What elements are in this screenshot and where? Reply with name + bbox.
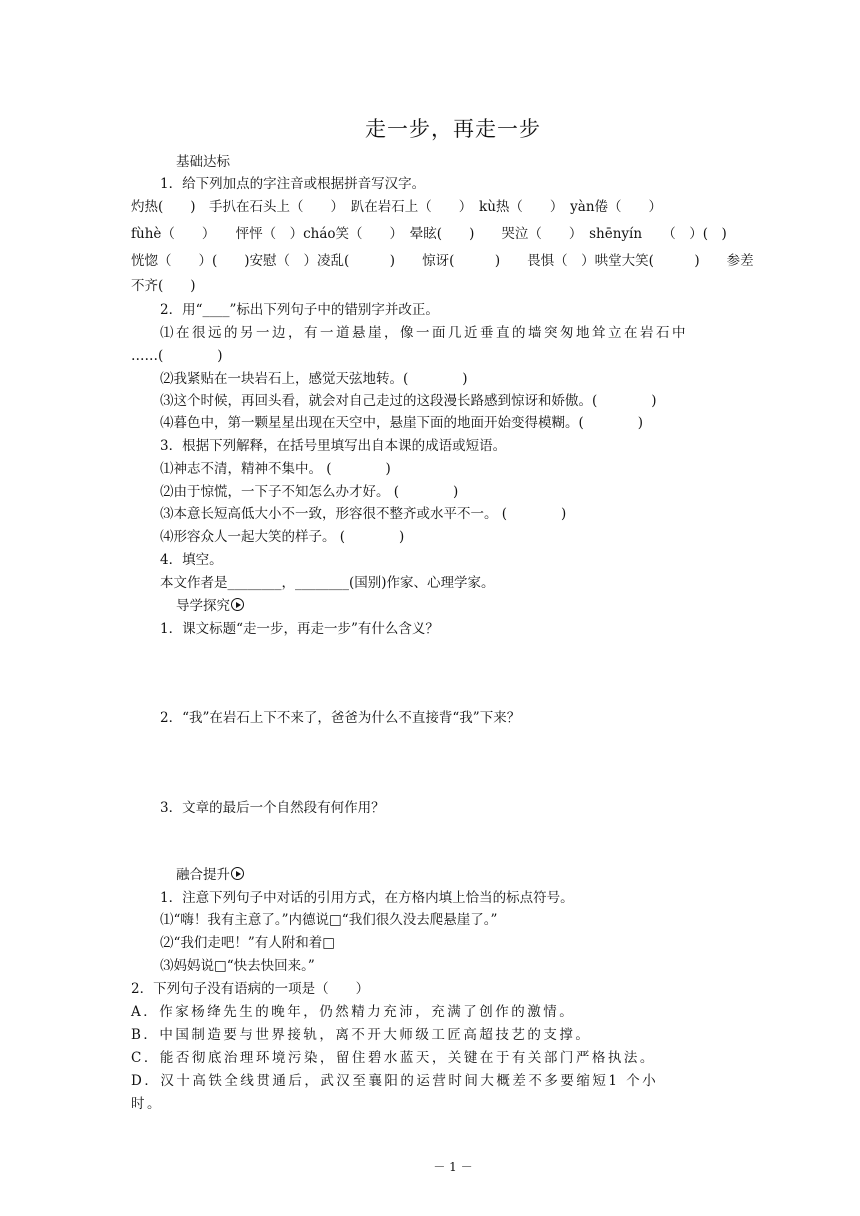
section-heading-explore: 导学探究 bbox=[176, 596, 244, 616]
integrate-q1-item-3: ⑶妈妈说□“快去快回来。” bbox=[160, 958, 315, 974]
q3-item-4: ⑷形容众人一起大笑的样子。 ( ) bbox=[160, 529, 405, 545]
q2-prompt: 2．用“____”标出下列句子中的错别字并改正。 bbox=[160, 302, 439, 318]
explore-q3: 3．文章的最后一个自然段有何作用？ bbox=[160, 800, 385, 816]
section-heading-integrate: 融合提升 bbox=[176, 865, 244, 885]
q1-line-4: 不齐( ) bbox=[131, 278, 196, 294]
q3-item-3: ⑶本意长短高低大小不一致，形容很不整齐或水平不一。 ( ) bbox=[160, 506, 567, 522]
section-heading-basic: 基础达标 bbox=[176, 154, 230, 170]
page-title: 走一步，再走一步 bbox=[365, 117, 541, 141]
q2-sentence-1a: ⑴在很远的另一边，有一道悬崖，像一面几近垂直的墙突匆地耸立在岩石中 bbox=[160, 325, 688, 341]
q3-prompt: 3．根据下列解释，在括号里填写出自本课的成语或短语。 bbox=[160, 438, 507, 454]
q2-sentence-1b: ……( ) bbox=[131, 348, 223, 364]
option-a: A．作家杨绛先生的晚年，仍然精力充沛，充满了创作的激情。 bbox=[131, 1004, 576, 1020]
q2-sentence-4: ⑷暮色中，第一颗星星出现在天空中，悬崖下面的地面开始变得模糊。( ) bbox=[160, 415, 644, 431]
q4-fill-text: 本文作者是________，________(国别)作家、心理学家。 bbox=[160, 575, 495, 591]
page-number: － 1 － bbox=[433, 1160, 473, 1174]
explore-q2: 2．“我”在岩石上下不来了，爸爸为什么不直接背“我”下来？ bbox=[160, 710, 521, 726]
explore-q1: 1．课文标题“走一步，再走一步”有什么含义？ bbox=[160, 621, 439, 637]
integrate-q1-item-2: ⑵“我们走吧！”有人附和着□ bbox=[160, 935, 336, 951]
q1-line-1: 灼热( ) 手扒在石头上（ ） 趴在岩石上（ ） kù热（ ） yàn倦（ ） bbox=[131, 199, 663, 215]
integrate-q2-prompt: 2．下列句子没有语病的一项是（ ） bbox=[131, 981, 370, 997]
option-d-line-2: 时。 bbox=[131, 1096, 163, 1112]
q1-line-3: 恍惚（ ）( )安慰（ ）凌乱( ) 惊讶( ) 畏惧（ ）哄堂大笑( ) 参差 bbox=[131, 253, 754, 269]
play-circle-icon bbox=[231, 867, 244, 880]
q3-item-1: ⑴神志不清，精神不集中。 ( ) bbox=[160, 461, 391, 477]
q3-item-2: ⑵由于惊慌，一下子不知怎么办才好。 ( ) bbox=[160, 484, 459, 500]
q2-sentence-2: ⑵我紧贴在一块岩石上，感觉天弦地转。( ) bbox=[160, 371, 468, 387]
q1-prompt: 1．给下列加点的字注音或根据拼音写汉字。 bbox=[160, 176, 426, 192]
integrate-q1-item-1: ⑴“嗨！我有主意了。”内德说□“我们很久没去爬悬崖了。” bbox=[160, 912, 498, 928]
q1-line-2: fùhè（ ） 怦怦（ ）cháo笑（ ） 晕眩( ) 哭泣（ ） shēnyín （ ）( ) bbox=[131, 226, 727, 242]
q2-sentence-3: ⑶这个时候，再回头看，就会对自己走过的这段漫长路感到惊讶和娇傲。( ) bbox=[160, 393, 657, 409]
q4-prompt: 4．填空。 bbox=[160, 552, 223, 568]
integrate-q1-prompt: 1．注意下列句子中对话的引用方式，在方格内填上恰当的标点符号。 bbox=[160, 890, 574, 906]
option-c: C．能否彻底治理环境污染，留住碧水蓝天，关键在于有关部门严格执法。 bbox=[131, 1050, 656, 1066]
option-d-line-1: D．汉十高铁全线贯通后，武汉至襄阳的运营时间大概差不多要缩短1 个小 bbox=[131, 1073, 659, 1089]
option-b: B．中国制造要与世界接轨，离不开大师级工匠高超技艺的支撑。 bbox=[131, 1027, 592, 1043]
play-circle-icon bbox=[231, 598, 244, 611]
